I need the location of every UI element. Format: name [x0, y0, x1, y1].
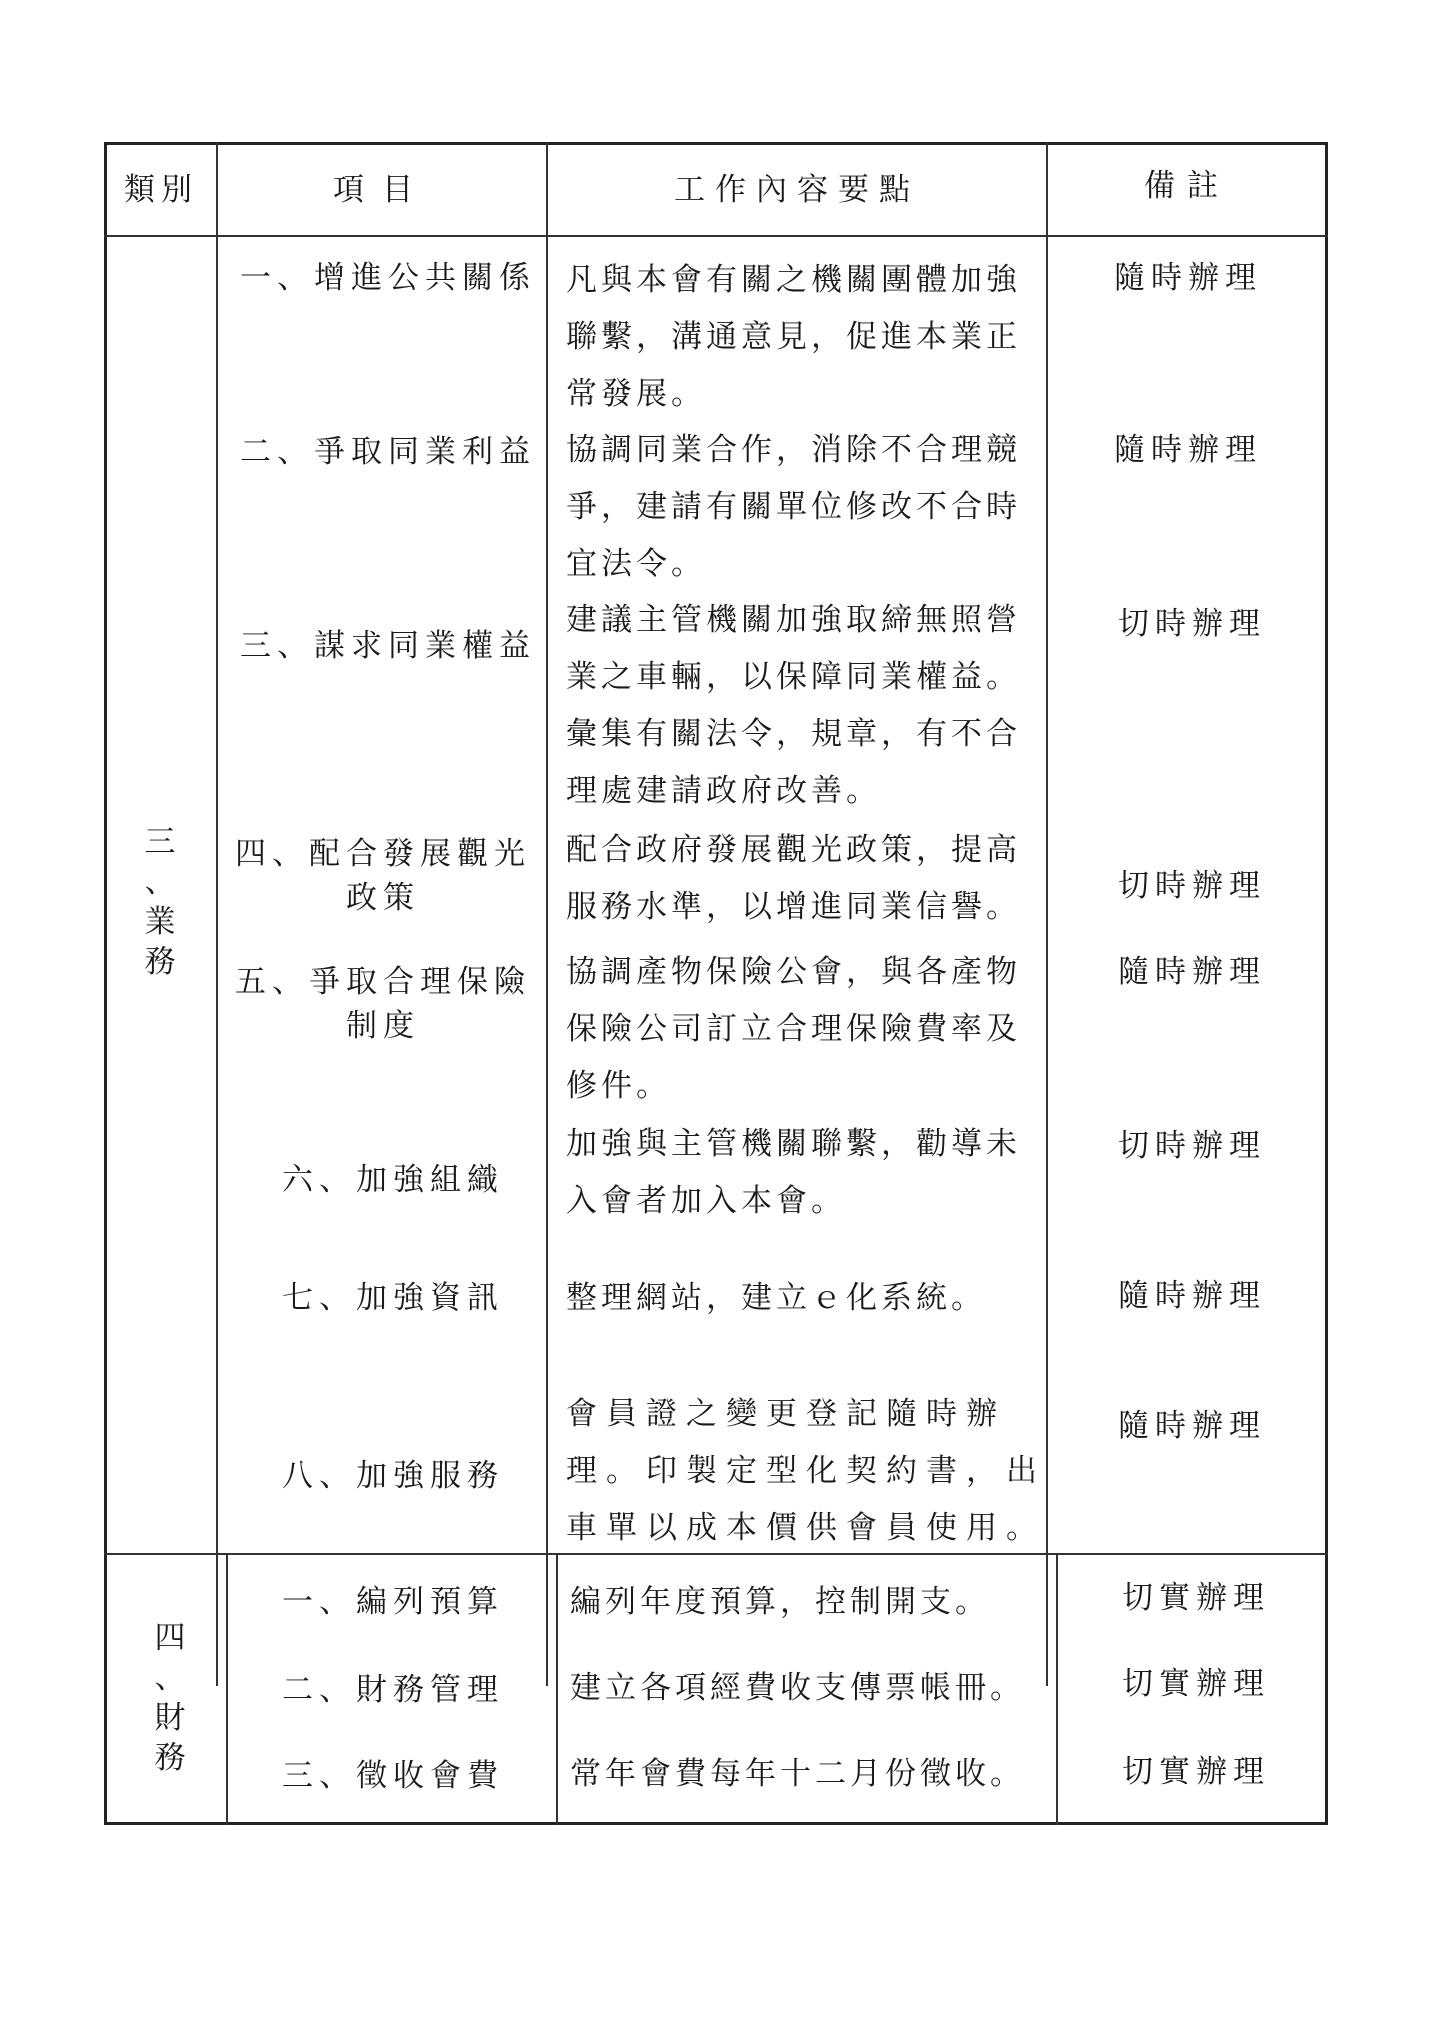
content-tourism: 配合政府發展觀光政策，提高服務水準，以增進同業信譽。 — [566, 832, 1021, 925]
content-information: 整理網站，建立ｅ化系統。 — [566, 1280, 986, 1316]
content-insurance: 協調產物保險公會，與各產物保險公司訂立合理保險費率及修件。 — [566, 954, 1021, 1104]
remark-organization: 切時辦理 — [1118, 1128, 1266, 1164]
item-financial-management: 二、財務管理 — [282, 1672, 504, 1708]
header-category: 類別 — [124, 172, 198, 208]
remark-membership-fees: 切實辦理 — [1122, 1754, 1270, 1790]
remark-industry-benefits: 隨時辦理 — [1114, 432, 1262, 468]
content-organization: 加強與主管機關聯繫，勸導未入會者加入本會。 — [566, 1126, 1021, 1219]
content-industry-benefits: 協調同業合作，消除不合理競爭，建請有關單位修改不合時宜法令。 — [566, 432, 1021, 582]
header-divider — [104, 235, 1328, 237]
column-divider — [1046, 142, 1048, 1686]
column-divider — [1056, 1555, 1058, 1825]
item-information: 七、加強資訊 — [282, 1280, 504, 1316]
item-insurance: 五、爭取合理保險 制度 — [235, 964, 531, 1044]
column-divider — [546, 142, 548, 1686]
remark-tourism: 切時辦理 — [1118, 868, 1266, 904]
remark-financial-management: 切實辦理 — [1122, 1666, 1270, 1702]
category-finance: 四 、 財 務 — [154, 1620, 186, 1776]
header-item: 項目 — [333, 172, 431, 208]
item-organization: 六、加強組織 — [282, 1162, 504, 1198]
item-industry-rights: 三、謀求同業權益 — [240, 628, 536, 664]
remark-public-relations: 隨時辦理 — [1114, 260, 1262, 296]
item-budget: 一、編列預算 — [282, 1584, 504, 1620]
remark-budget: 切實辦理 — [1122, 1580, 1270, 1616]
item-tourism: 四、配合發展觀光 政策 — [235, 836, 531, 916]
item-service: 八、加強服務 — [282, 1458, 504, 1494]
content-budget: 編列年度預算，控制開支。 — [570, 1584, 990, 1620]
header-remark: 備註 — [1144, 168, 1230, 204]
remark-service: 隨時辦理 — [1118, 1408, 1266, 1444]
item-public-relations: 一、增進公共關係 — [240, 260, 536, 296]
content-public-relations: 凡與本會有關之機關團體加強聯繫，溝通意見，促進本業正常發展。 — [566, 262, 1021, 412]
header-content: 工作內容要點 — [674, 172, 920, 208]
category-business: 三 、 業 務 — [144, 824, 176, 980]
content-financial-management: 建立各項經費收支傳票帳冊。 — [570, 1670, 1025, 1706]
remark-insurance: 隨時辦理 — [1118, 954, 1266, 990]
remark-information: 隨時辦理 — [1118, 1278, 1266, 1314]
content-service: 會員證之變更登記隨時辦理。印製定型化契約書，出車單以成本價供會員使用。 — [566, 1396, 1046, 1546]
item-membership-fees: 三、徵收會費 — [282, 1758, 504, 1794]
remark-industry-rights: 切時辦理 — [1118, 606, 1266, 642]
column-divider — [556, 1555, 558, 1825]
content-industry-rights: 建議主管機關加強取締無照營業之車輛，以保障同業權益。彙集有關法令，規章，有不合理處建請政府改善。 — [566, 602, 1021, 809]
column-divider — [216, 142, 218, 1686]
content-membership-fees: 常年會費每年十二月份徵收。 — [570, 1756, 1025, 1792]
item-industry-benefits: 二、爭取同業利益 — [240, 434, 536, 470]
column-divider — [226, 1555, 228, 1825]
